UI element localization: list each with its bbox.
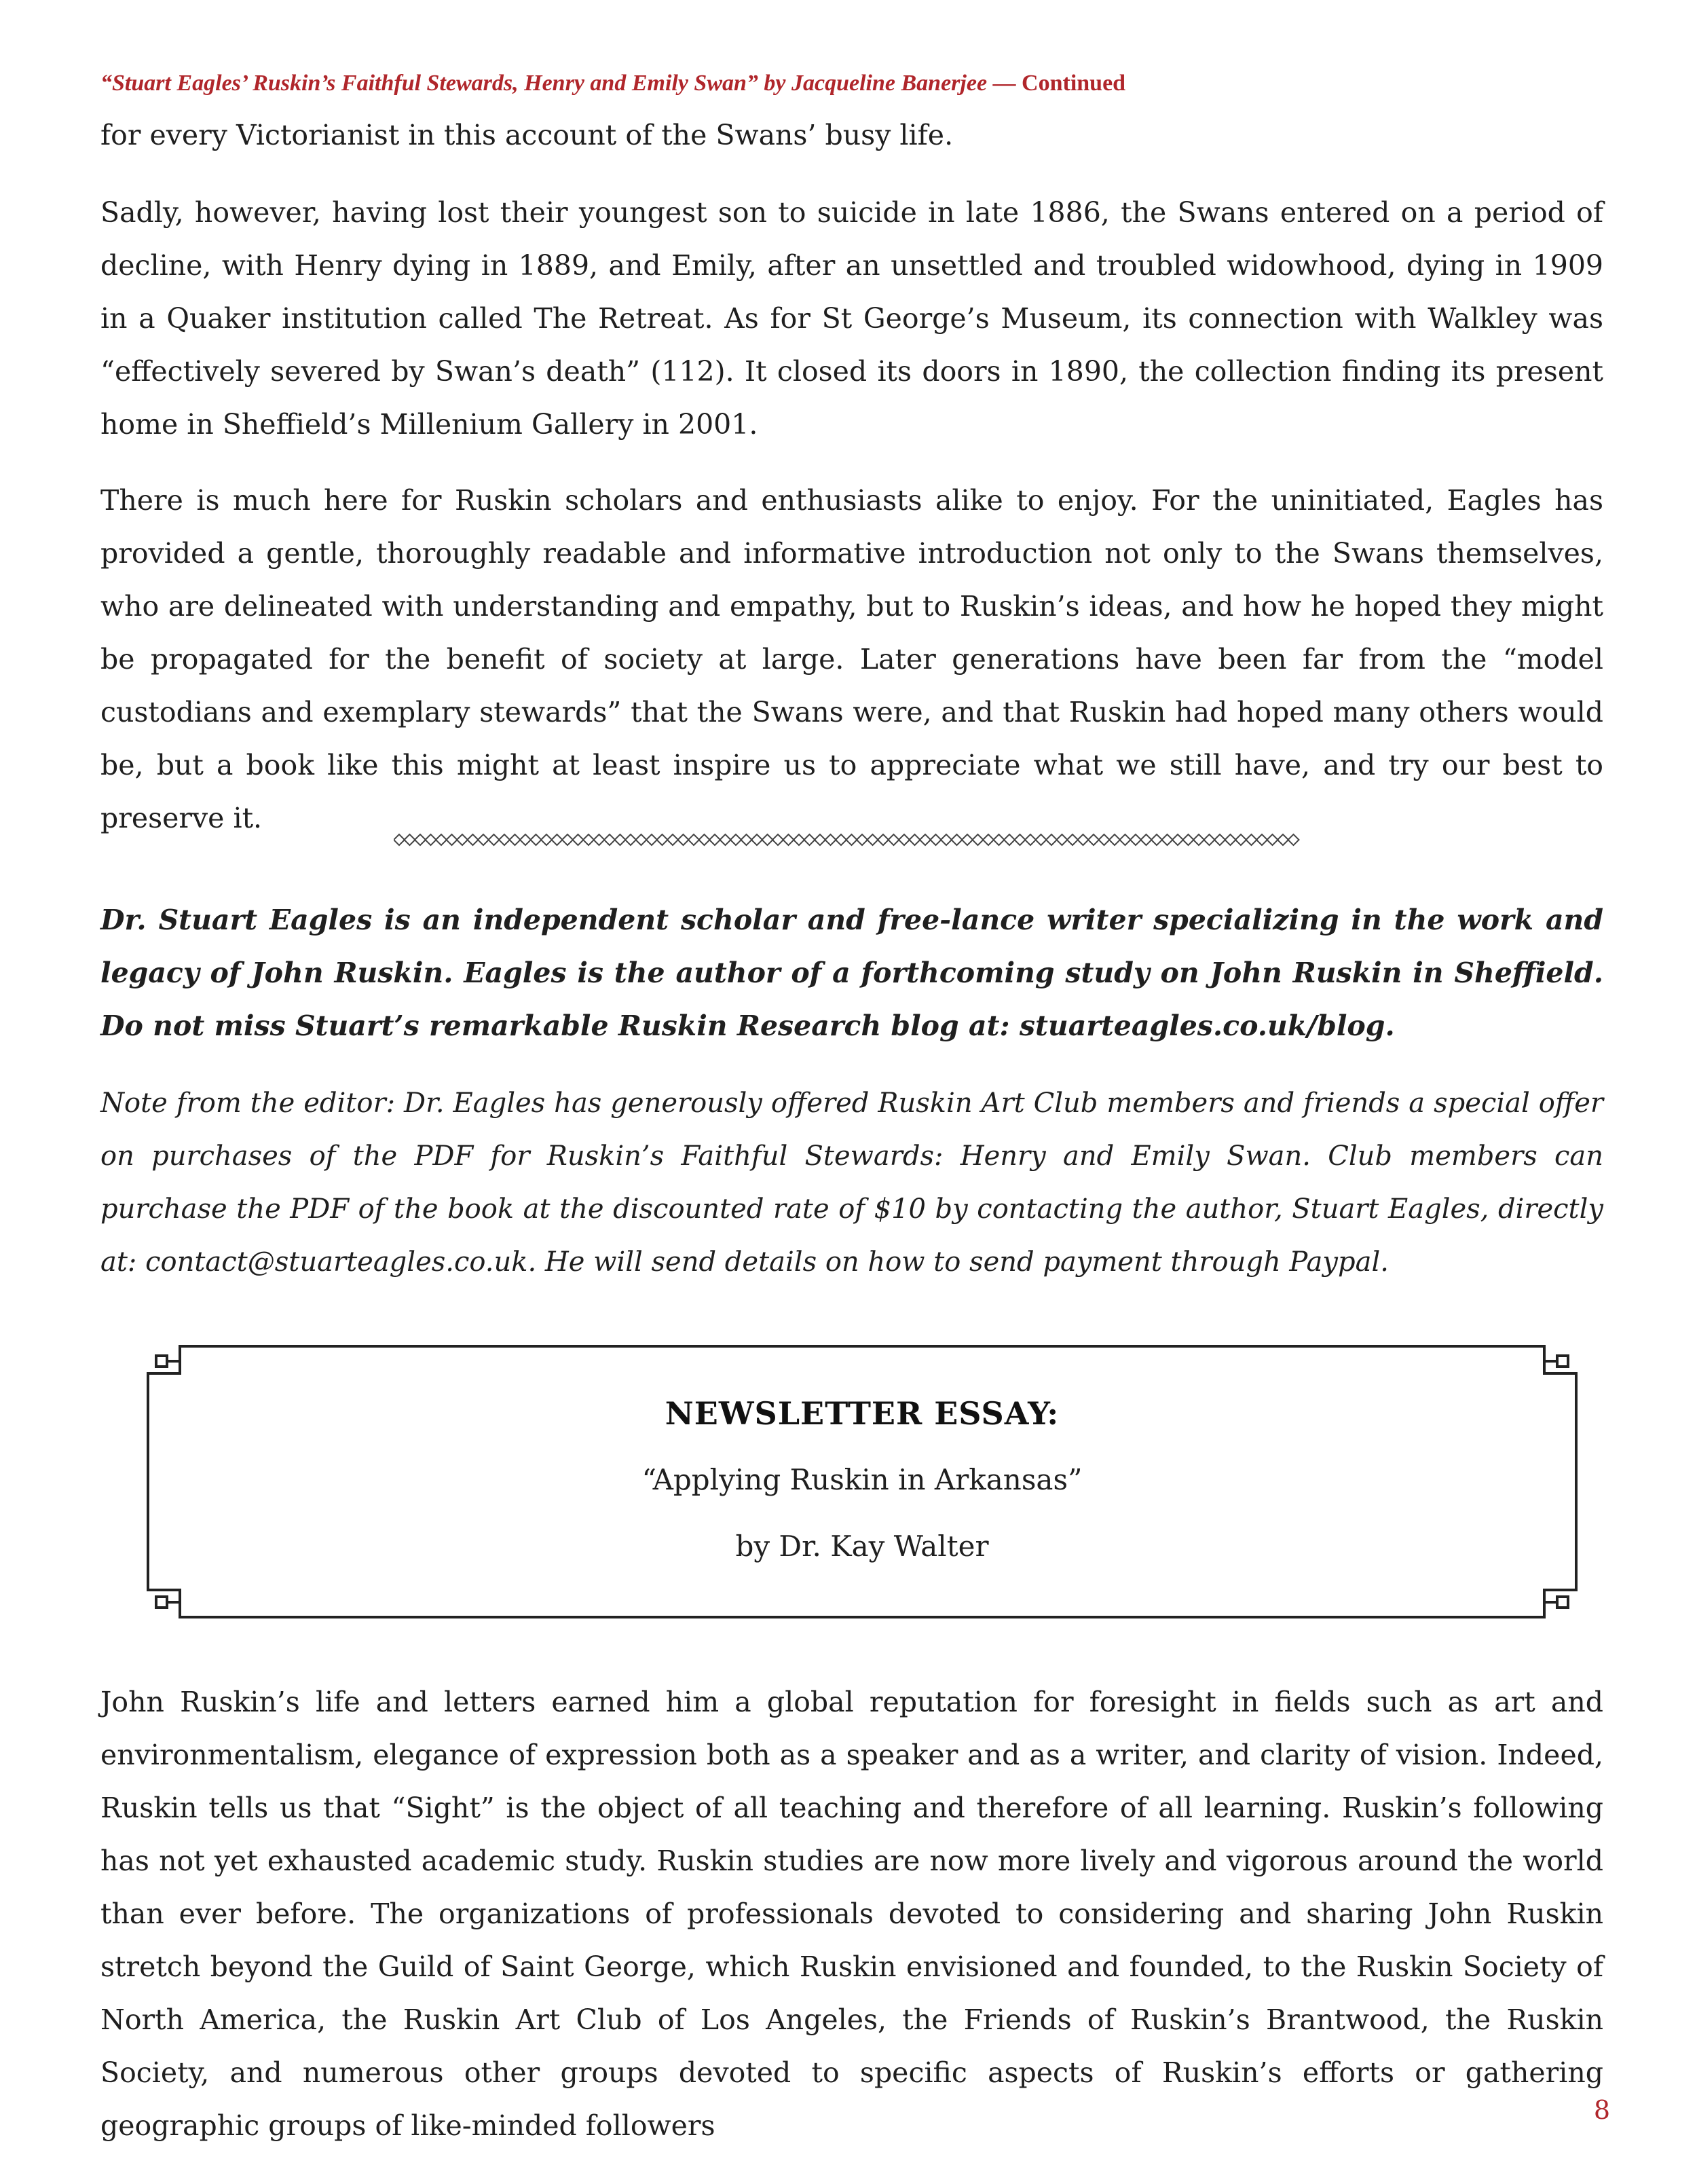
divider-diamond (667, 834, 678, 845)
divider-diamond (688, 834, 699, 845)
divider-diamond (1141, 834, 1152, 845)
divider-diamond (1204, 834, 1215, 845)
divider-diamond (562, 834, 573, 845)
divider-diamond (1288, 834, 1299, 845)
divider-diamond (520, 834, 531, 845)
divider-diamond (1120, 834, 1131, 845)
divider-diamond (751, 834, 762, 845)
editor-note: Note from the editor: Dr. Eagles has generously offered Ruskin Art Club members and friends a special offer on purchases of the PDF for Ruskin’s Faithful Stewards: Henry and Emily Swan. Club members can purchase the PDF of the book at the discounted rate of $10 by contacting the author, Stuart Eagles, directly at: contact@stuarteagles.co.uk. He will send details on how to send payment through Paypal. (100, 1088, 1603, 1278)
divider-diamond (1057, 834, 1068, 845)
divider-diamond (426, 834, 436, 845)
divider-diamond (941, 834, 952, 845)
divider-diamond (973, 834, 984, 845)
divider-diamond (510, 834, 521, 845)
divider-diamond (720, 834, 731, 845)
diamond-divider (394, 831, 1310, 849)
divider-diamond (772, 834, 783, 845)
divider-diamond (952, 834, 963, 845)
divider-diamond (1235, 834, 1246, 845)
divider-diamond (1015, 834, 1026, 845)
divider-diamond (646, 834, 657, 845)
divider-diamond (709, 834, 720, 845)
divider-diamond (730, 834, 741, 845)
divider-diamond (1067, 834, 1078, 845)
divider-diamond (636, 834, 647, 845)
divider-diamond (878, 834, 889, 845)
divider-diamond (604, 834, 615, 845)
page-number: 8 (1593, 2095, 1610, 2125)
divider-diamond (794, 834, 804, 845)
divider-diamond (625, 834, 636, 845)
divider-diamond (1214, 834, 1225, 845)
running-head-title: “Stuart Eagles’ Ruskin’s Faithful Stewards, Henry and Emily Swan” by Jacqueline Banerjee (100, 71, 988, 96)
divider-diamond (415, 834, 426, 845)
divider-diamond (1130, 834, 1141, 845)
divider-diamond (615, 834, 626, 845)
divider-diamond (846, 834, 857, 845)
divider-diamond (1004, 834, 1015, 845)
divider-diamond (573, 834, 584, 845)
divider-diamond (804, 834, 815, 845)
divider-diamond (741, 834, 752, 845)
divider-diamond (678, 834, 689, 845)
divider-diamond (583, 834, 594, 845)
divider-diamond (657, 834, 668, 845)
divider-diamond (1099, 834, 1110, 845)
divider-diamond (1246, 834, 1257, 845)
continuation-paragraph: for every Victorianist in this account of the Swans’ busy life. (100, 119, 954, 151)
divider-diamond (1046, 834, 1057, 845)
essay-heading-box (143, 1341, 1582, 1623)
divider-diamond (1225, 834, 1236, 845)
divider-diamond (762, 834, 773, 845)
divider-diamond (541, 834, 552, 845)
divider-diamond (889, 834, 899, 845)
essay-label: NEWSLETTER ESSAY: (665, 1395, 1060, 1432)
divider-diamond (405, 834, 415, 845)
divider-diamond (468, 834, 479, 845)
divider-diamond (436, 834, 447, 845)
divider-diamond (394, 834, 405, 845)
running-head-continued: — Continued (987, 71, 1126, 96)
divider-diamond (552, 834, 563, 845)
divider-diamond (699, 834, 710, 845)
divider-diamond (931, 834, 941, 845)
conclusion-paragraph: There is much here for Ruskin scholars and enthusiasts alike to enjoy. For the uninitiated, Eagles has provided a gentle, thoroughly readable and informative introduction not only to the Swans themselves, who are delineated with understanding and empathy, but to Ruskin’s ideas, and how he hoped they might be propagated for the benefit of society at large. Later generations have been far from the “model custodians and exemplary stewards” that the Swans were, and that Ruskin had hoped many others would be, but a book like this might at least inspire us to appreciate what we still have, and try our best to preserve it. (100, 484, 1603, 834)
running-head (100, 71, 1601, 96)
divider-diamond (920, 834, 931, 845)
essay-author: by Dr. Kay Walter (735, 1530, 989, 1563)
divider-diamond (457, 834, 468, 845)
divider-diamond (1183, 834, 1194, 845)
divider-diamond (489, 834, 500, 845)
divider-diamond (1172, 834, 1183, 845)
divider-diamond (1088, 834, 1099, 845)
divider-diamond (478, 834, 489, 845)
divider-diamond (857, 834, 868, 845)
divider-diamond (1267, 834, 1278, 845)
divider-diamond (1078, 834, 1089, 845)
divider-diamond (1109, 834, 1120, 845)
divider-diamond (1036, 834, 1047, 845)
divider-diamond (1025, 834, 1036, 845)
author-bio: Dr. Stuart Eagles is an independent scholar and free-lance writer specializing in the work and legacy of John Ruskin. Eagles is the author of a forthcoming study on John Ruskin in Sheffield. Do not miss Stuart’s remarkable Ruskin Research blog at: stuarteagles.co.uk/blog. (100, 904, 1603, 1042)
essay-body-paragraph: John Ruskin’s life and letters earned him a global reputation for foresight in fields such as art and environmentalism, elegance of expression both as a speaker and as a writer, and clarity of vision. Indeed, Ruskin tells us that “Sight” is the object of all teaching and therefore of all learning. Ruskin’s following has not yet exhausted academic study. Ruskin studies are now more lively and vigorous around the world than ever before. The organizations of professionals devoted to considering and sharing John Ruskin stretch beyond the Guild of Saint George, which Ruskin envisioned and founded, to the Ruskin Society of North America, the Ruskin Art Club of Los Angeles, the Friends of Ruskin’s Brantwood, the Ruskin Society, and numerous other groups devoted to specific aspects of Ruskin’s efforts or gathering geographic groups of like-minded followers (100, 1686, 1603, 2142)
divider-diamond (531, 834, 542, 845)
divider-diamond (910, 834, 920, 845)
divider-diamond (983, 834, 994, 845)
divider-diamond (594, 834, 605, 845)
divider-diamond (499, 834, 510, 845)
divider-diamond (783, 834, 794, 845)
divider-diamond (836, 834, 846, 845)
divider-diamond (1278, 834, 1288, 845)
divider-diamond (899, 834, 910, 845)
divider-diamond (994, 834, 1005, 845)
divider-diamond (1162, 834, 1173, 845)
decline-paragraph: Sadly, however, having lost their youngest son to suicide in late 1886, the Swans entered on a period of decline, with Henry dying in 1889, and Emily, after an unsettled and troubled widowhood, dying in 1909 in a Quaker institution called The Retreat. As for St George’s Museum, its connection with Walkley was “effectively severed by Swan’s death” (112). It closed its doors in 1890, the collection finding its present home in Sheffield’s Millenium Gallery in 2001. (100, 196, 1603, 441)
divider-diamond (1193, 834, 1204, 845)
divider-diamond (815, 834, 825, 845)
divider-diamond (825, 834, 836, 845)
divider-diamond (962, 834, 973, 845)
divider-diamond (868, 834, 878, 845)
divider-diamond (447, 834, 458, 845)
divider-diamond (1256, 834, 1267, 845)
essay-title: “Applying Ruskin in Arkansas” (641, 1463, 1083, 1496)
divider-diamond (1151, 834, 1162, 845)
